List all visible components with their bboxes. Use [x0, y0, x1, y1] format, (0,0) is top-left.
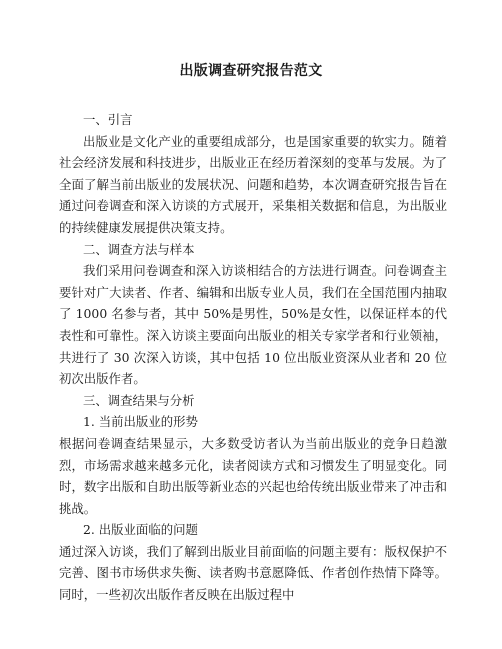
document-body — [59, 109, 447, 606]
section-heading-results: 三、调查结果与分析 — [83, 392, 195, 408]
section-heading-methods: 二、调查方法与样本 — [83, 241, 195, 257]
subsection-heading-situation: 1. 当前出版业的形势 — [83, 414, 198, 430]
paragraph-methods: 我们采用问卷调查和深入访谈相结合的方法进行调查。问卷调查主要针对广大读者、作者、编辑和出版专业人员，我们在全国范围内抽取了 1000 名参与者，其中 50%是男性，50%是女性，以保证样本的代表性和可靠性。深入访谈主要面向出版业的相关专家学者和行业领袖，共进行了 30 次深入访谈，其中包括 10 位出版业资深从业者和 20 位初次出版作者。 — [59, 263, 447, 387]
document-title: 出版调查研究报告范文 — [179, 63, 323, 79]
subsection-heading-problems: 2. 出版业面临的问题 — [83, 522, 198, 538]
section-heading-introduction: 一、引言 — [83, 112, 133, 127]
paragraph-situation: 根据问卷调查结果显示，大多数受访者认为当前出版业的竞争日趋激烈，市场需求越来越多元化，读者阅读方式和习惯发生了明显变化。同时，数字出版和自助出版等新业态的兴起也给传统出版业带来了冲击和挑战。 — [59, 435, 447, 516]
paragraph-problems: 通过深入访谈，我们了解到出版业目前面临的问题主要有：版权保护不完善、图书市场供求失衡、读者购书意愿降低、作者创作热情下降等。同时，一些初次出版作者反映在出版过程中 — [59, 543, 447, 603]
paragraph-introduction: 出版业是文化产业的重要组成部分，也是国家重要的软实力。随着社会经济发展和科技进步，出版业正在经历着深刻的变革与发展。为了全面了解当前出版业的发展状况、问题和趋势，本次调查研究报告旨在通过问卷调查和深入访谈的方式展开，采集相关数据和信息，为出版业的持续健康发展提供决策支持。 — [59, 133, 447, 235]
